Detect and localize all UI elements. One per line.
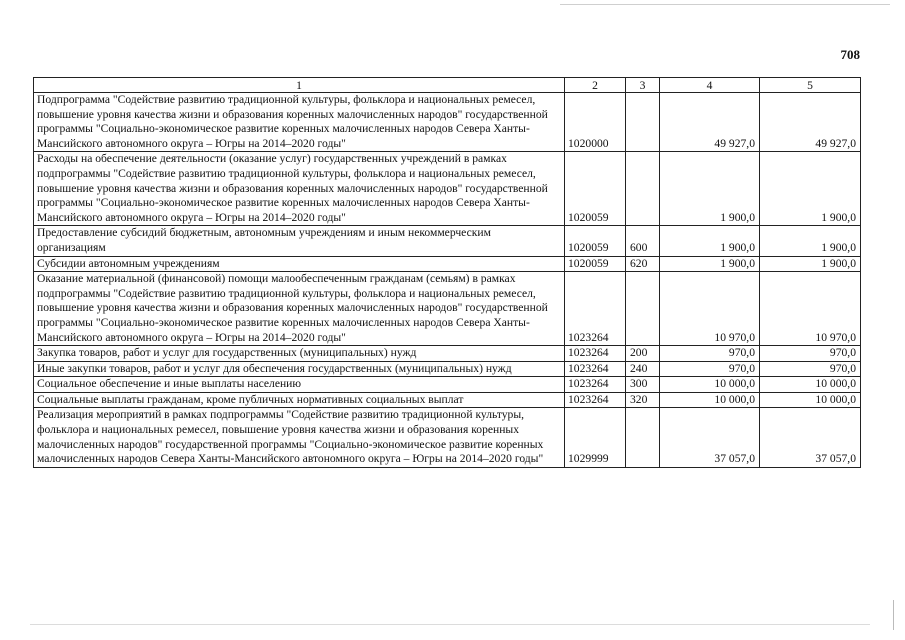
row-value-5: 10 000,0 [760, 377, 861, 393]
row-value-4: 1 900,0 [660, 152, 760, 226]
row-value-5: 1 900,0 [760, 256, 861, 272]
row-code: 1020059 [565, 152, 626, 226]
row-type: 620 [626, 256, 660, 272]
table-row [34, 361, 861, 377]
row-value-5: 970,0 [760, 346, 861, 362]
row-name: Субсидии автономным учреждениям [34, 256, 565, 272]
row-name: Реализация мероприятий в рамках подпрограммы "Содействие развитию традиционной культуры, фольклора и национальных ремесел, повышение уровня качества жизни и образования коренных малочисленных народов" государственной программы "Социально-экономическое развитие коренных малочисленных народов Севера Ханты-Мансийского автономного округа – Югры на 2014–2020 годы" [34, 408, 565, 467]
table-header-row [34, 78, 861, 93]
row-value-5: 37 057,0 [760, 408, 861, 467]
row-code: 1023264 [565, 346, 626, 362]
scan-artifact-top [560, 4, 890, 5]
row-value-4: 49 927,0 [660, 93, 760, 152]
budget-table [33, 77, 861, 468]
row-value-4: 1 900,0 [660, 226, 760, 256]
row-type [626, 152, 660, 226]
row-value-5: 1 900,0 [760, 152, 861, 226]
row-name: Подпрограмма "Содействие развитию традиционной культуры, фольклора и национальных ремесел, повышение уровня качества жизни и образования коренных малочисленных народов" государственной программы "Социально-экономическое развитие коренных малочисленных народов Севера Ханты-Мансийского автономного округа – Югры на 2014–2020 годы" [34, 93, 565, 152]
row-code: 1029999 [565, 408, 626, 467]
table-row [34, 152, 861, 226]
row-name: Социальное обеспечение и иные выплаты населению [34, 377, 565, 393]
row-type: 240 [626, 361, 660, 377]
table-row [34, 377, 861, 393]
row-type [626, 408, 660, 467]
row-type: 600 [626, 226, 660, 256]
header-cell-3: 3 [626, 78, 660, 93]
row-type [626, 93, 660, 152]
row-value-4: 10 000,0 [660, 392, 760, 408]
header-cell-4: 4 [660, 78, 760, 93]
row-type: 200 [626, 346, 660, 362]
row-value-5: 10 970,0 [760, 272, 861, 346]
page-number: 708 [840, 47, 860, 62]
row-type [626, 272, 660, 346]
row-value-5: 970,0 [760, 361, 861, 377]
row-value-4: 970,0 [660, 361, 760, 377]
row-name: Расходы на обеспечение деятельности (оказание услуг) государственных учреждений в рамках подпрограммы "Содействие развитию традиционной культуры, фольклора и национальных ремесел, повышение уровня качества жизни и образования коренных малочисленных народов" государственной программы "Социально-экономическое развитие коренных малочисленных народов Севера Ханты-Мансийского автономного округа – Югры на 2014–2020 годы" [34, 152, 565, 226]
row-name: Предоставление субсидий бюджетным, автономным учреждениям и иным некоммерческим организациям [34, 226, 565, 256]
row-value-5: 10 000,0 [760, 392, 861, 408]
table-row [34, 346, 861, 362]
table-row [34, 226, 861, 256]
table-row [34, 272, 861, 346]
row-code: 1023264 [565, 392, 626, 408]
row-value-4: 970,0 [660, 346, 760, 362]
row-value-4: 10 000,0 [660, 377, 760, 393]
row-value-4: 1 900,0 [660, 256, 760, 272]
row-name: Оказание материальной (финансовой) помощи малообеспеченным гражданам (семьям) в рамках подпрограммы "Содействие развитию традиционной культуры, фольклора и национальных ремесел, повышение уровня качества жизни и образования коренных малочисленных народов" государственной программы "Социально-экономическое развитие коренных малочисленных народов Севера Ханты-Мансийского автономного округа – Югры на 2014–2020 годы" [34, 272, 565, 346]
row-value-4: 10 970,0 [660, 272, 760, 346]
table-row [34, 256, 861, 272]
table-row [34, 408, 861, 467]
scan-artifact-bottom [30, 624, 870, 625]
row-name: Закупка товаров, работ и услуг для государственных (муниципальных) нужд [34, 346, 565, 362]
table-row [34, 392, 861, 408]
row-code: 1023264 [565, 272, 626, 346]
row-code: 1020059 [565, 256, 626, 272]
row-value-4: 37 057,0 [660, 408, 760, 467]
row-code: 1023264 [565, 377, 626, 393]
row-code: 1020000 [565, 93, 626, 152]
row-name: Социальные выплаты гражданам, кроме публичных нормативных социальных выплат [34, 392, 565, 408]
row-type: 300 [626, 377, 660, 393]
row-type: 320 [626, 392, 660, 408]
header-cell-2: 2 [565, 78, 626, 93]
row-code: 1020059 [565, 226, 626, 256]
header-cell-1: 1 [34, 78, 565, 93]
header-cell-5: 5 [760, 78, 861, 93]
scan-artifact-right [893, 600, 894, 630]
table-row [34, 93, 861, 152]
row-code: 1023264 [565, 361, 626, 377]
row-name: Иные закупки товаров, работ и услуг для обеспечения государственных (муниципальных) нужд [34, 361, 565, 377]
row-value-5: 1 900,0 [760, 226, 861, 256]
row-value-5: 49 927,0 [760, 93, 861, 152]
